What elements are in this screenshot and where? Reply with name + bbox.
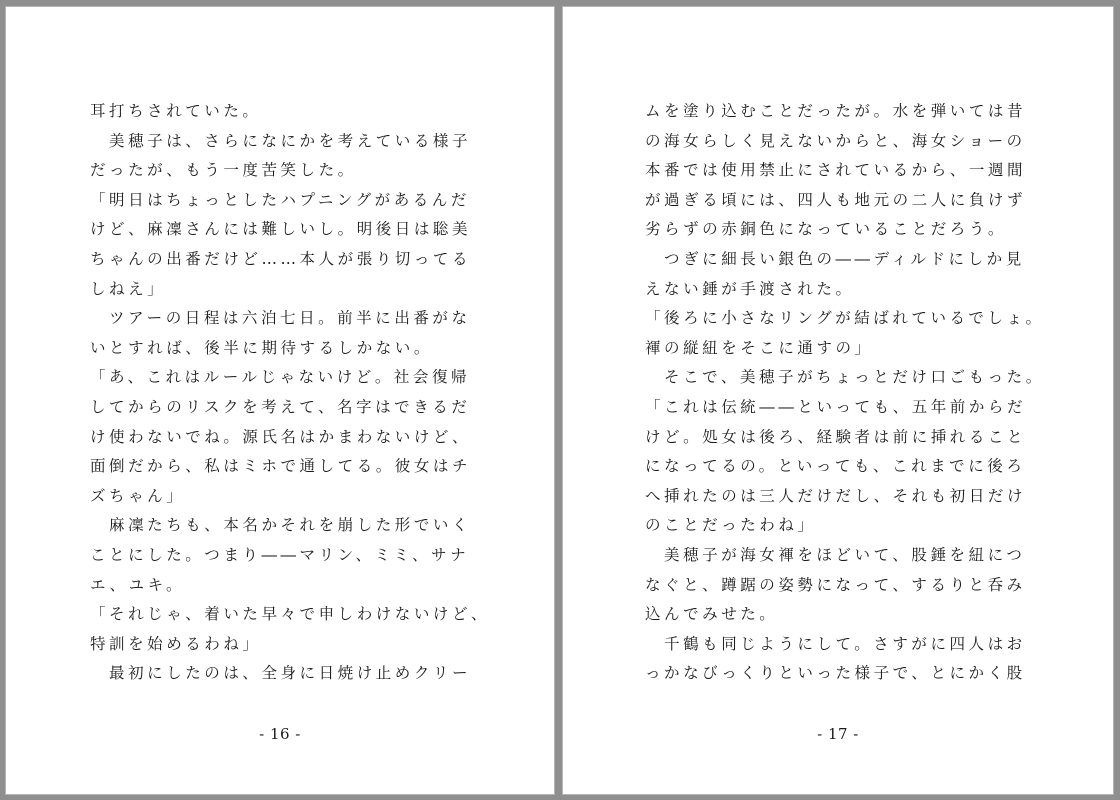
- text-line: けど。処女は後ろ、経験者は前に挿れること: [645, 427, 1027, 446]
- right-page: [562, 6, 1114, 795]
- right-page-text: [645, 97, 1045, 689]
- text-line: 千鶴も同じようにして。さすがに四人はお: [645, 634, 1026, 653]
- text-line: 「これは伝統――といっても、五年前からだ: [645, 397, 1027, 416]
- text-line: 褌の縦紐をそこに通すの」: [645, 338, 874, 357]
- text-line: 特訓を始めるわね」: [90, 634, 262, 653]
- text-line: ツアーの日程は六泊七日。前半に出番がな: [90, 309, 471, 328]
- text-line: 「それじゃ、着いた早々で申しわけないけど、: [90, 605, 491, 624]
- text-line: へ挿れたのは三人だけだし、それも初日だけ: [645, 486, 1027, 505]
- text-line: ムを塗り込むことだったが。水を弾いては昔: [645, 102, 1027, 120]
- text-line: 面倒だから、私はミホで通してる。彼女はチ: [90, 457, 472, 476]
- text-line: だったが、もう一度苦笑した。: [90, 161, 357, 180]
- page-number: - 16 -: [259, 725, 301, 743]
- text-line: なぐと、蹲踞の姿勢になって、するりと呑み: [645, 575, 1026, 594]
- text-line: エ、ユキ。: [90, 575, 186, 594]
- text-line: が過ぎる頃には、四人も地元の二人に負けず: [645, 190, 1027, 209]
- text-line: 最初にしたのは、全身に日焼け止めクリー: [90, 664, 472, 683]
- text-line: っかなびっくりといった様子で、とにかく股: [645, 664, 1026, 683]
- text-line: つぎに細長い銀色の――ディルドにしか見: [645, 249, 1025, 268]
- text-line: 耳打ちされていた。: [90, 102, 262, 120]
- text-line: そこで、美穂子がちょっとだけ口ごもった。: [645, 368, 1045, 387]
- text-line: のことだったわね」: [645, 516, 817, 535]
- text-line: 「あ、これはルールじゃないけど。社会復帰: [90, 368, 471, 387]
- text-line: け使わないでね。源氏名はかまわないけど、: [90, 427, 472, 446]
- text-line: いとすれば、後半に期待するしかない。: [90, 338, 433, 357]
- text-line: の海女らしく見えないからと、海女ショーの: [645, 131, 1026, 150]
- text-line: 美穂子は、さらになにかを考えている様子: [90, 131, 472, 150]
- text-line: ズちゃん」: [90, 486, 186, 505]
- text-line: ことにした。つまり――マリン、ミミ、サナ: [90, 545, 470, 564]
- text-line: 麻凜たちも、本名かそれを崩した形でいく: [90, 516, 472, 535]
- text-line: 本番では使用禁止にされているから、一週間: [645, 161, 1027, 180]
- text-line: けど、麻凜さんには難しいし。明後日は聡美: [90, 220, 472, 239]
- text-line: 劣らずの赤銅色になっていることだろう。: [645, 220, 1007, 239]
- left-page: [5, 6, 555, 795]
- text-line: 美穂子が海女褌をほどいて、股錘を紐につ: [645, 545, 1026, 564]
- text-line: 「後ろに小さなリングが結ばれているでしょ。: [645, 309, 1045, 328]
- text-line: しねえ」: [90, 279, 167, 298]
- page-number: - 17 -: [817, 725, 859, 743]
- text-line: 「明日はちょっとしたハプニングがあるんだ: [90, 190, 470, 209]
- left-page-text: [90, 97, 491, 689]
- text-line: 込んでみせた。: [645, 605, 779, 624]
- text-line: になってるの。といっても、これまでに後ろ: [645, 457, 1026, 476]
- text-line: えない錘が手渡された。: [645, 279, 855, 298]
- text-line: してからのリスクを考えて、名字はできるだ: [90, 397, 471, 416]
- text-line: ちゃんの出番だけど……本人が張り切ってる: [90, 249, 472, 268]
